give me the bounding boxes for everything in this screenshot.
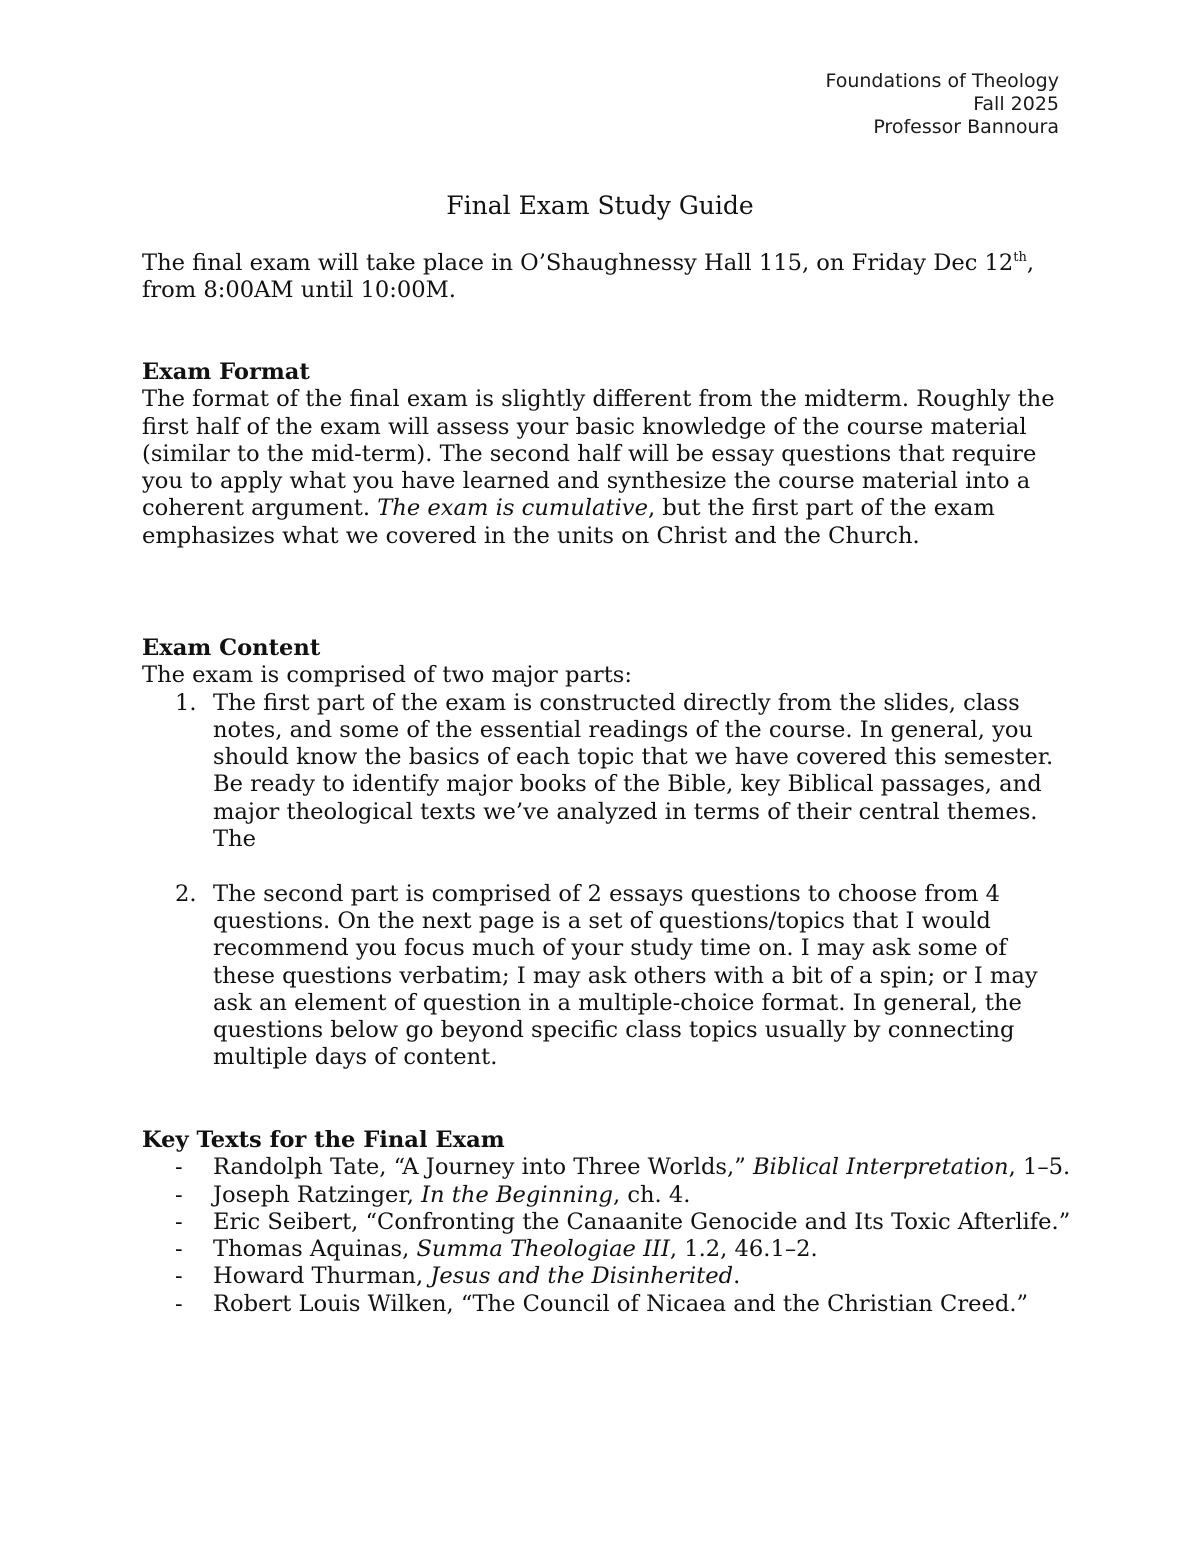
intro-date-suffix: th: [1013, 250, 1027, 265]
course-name: Foundations of Theology: [825, 70, 1059, 92]
list-item: [142, 1209, 1072, 1236]
list-item: [142, 1236, 1072, 1263]
citation-author-title: Howard Thurman,: [213, 1263, 431, 1290]
dash-bullet: -: [175, 1208, 183, 1235]
list-item: [142, 1291, 1072, 1318]
dash-bullet: -: [175, 1236, 183, 1263]
key-texts-heading: Key Texts for the Final Exam: [142, 1127, 505, 1153]
list-item: [142, 1154, 1072, 1181]
list-number: 1.: [175, 689, 197, 716]
exam-format-heading: Exam Format: [142, 359, 310, 385]
intro-paragraph: [142, 250, 1072, 305]
course-term: Fall 2025: [973, 93, 1059, 115]
intro-text-2: , from 8:00AM until 10:00M.: [142, 250, 1035, 304]
dash-bullet: -: [175, 1263, 183, 1290]
citation-author-title: Thomas Aquinas,: [213, 1236, 417, 1263]
exam-content-heading: Exam Content: [142, 635, 321, 661]
document-title: Final Exam Study Guide: [446, 191, 754, 220]
key-texts-list: [142, 1154, 1072, 1318]
citation-tail: , 1.2, 46.1–2.: [669, 1236, 818, 1263]
citation-author-title: Joseph Ratzinger,: [213, 1181, 422, 1208]
exam-content-section: [142, 635, 1072, 1072]
exam-format-section: [142, 359, 1072, 550]
exam-format-paragraph: [142, 386, 1072, 550]
citation-tail: .: [733, 1263, 741, 1290]
citation-author-title: Eric Seibert, “Confronting the Canaanite Genocide and Its Toxic Afterlife.”: [213, 1208, 1071, 1235]
key-texts-section: [142, 1127, 1072, 1318]
list-item-text: The second part is comprised of 2 essays questions to choose from 4 questions. On the next page is a set of questions/topics that I would recommend you focus much of your study time on. I may ask some of these questions verbatim; I may ask others with a bit of a spin; or I may ask an element of question in a multiple-choice format. In general, the questions below go beyond specific class topics usually by connecting multiple days of content.: [213, 880, 1038, 1071]
exam-format-emphasis: The exam is cumulative: [377, 495, 648, 522]
exam-format-text-1: The format of the final exam is slightly different from the midterm. Roughly the first half of the exam will assess your basic knowledge of the course material (similar to the mid-term). The second half will be essay questions that require you to apply what you have learned and synthesize the course material into a coherent argument.: [142, 386, 1055, 522]
citation-author-title: Randolph Tate, “A Journey into Three Worlds,”: [213, 1154, 753, 1181]
citation-italic: Biblical Interpretation: [752, 1154, 1009, 1181]
list-item: [142, 1263, 1072, 1290]
list-item: [142, 1182, 1072, 1209]
citation-italic: Summa Theologiae III: [416, 1236, 670, 1263]
exam-content-lead: The exam is comprised of two major parts:: [142, 662, 633, 689]
dash-bullet: -: [175, 1290, 183, 1317]
list-spacer: [142, 853, 1072, 880]
citation-tail: , 1–5.: [1008, 1154, 1071, 1181]
exam-format-text-2: , but the first part of the exam emphasizes what we covered in the units on Christ and the Church.: [142, 495, 995, 549]
list-item: [142, 881, 1072, 1072]
citation-italic: In the Beginning: [421, 1181, 613, 1208]
citation-author-title: Robert Louis Wilken, “The Council of Nicaea and the Christian Creed.”: [213, 1290, 1029, 1317]
citation-tail: , ch. 4.: [612, 1181, 691, 1208]
list-number: 2.: [175, 880, 197, 907]
list-item-text: The first part of the exam is constructed directly from the slides, class notes, and some of the essential readings of the course. In general, you should know the basics of each topic that we have covered this semester. Be ready to identify major books of the Bible, key Biblical passages, and major theological texts we’ve analyzed in terms of their central themes. The: [213, 689, 1054, 853]
dash-bullet: -: [175, 1154, 183, 1181]
intro-text-1: The final exam will take place in O’Shaughnessy Hall 115, on Friday Dec 12: [142, 250, 1014, 276]
course-professor: Professor Bannoura: [873, 116, 1059, 138]
list-item: [142, 690, 1072, 854]
citation-italic: Jesus and the Disinherited: [430, 1263, 734, 1290]
dash-bullet: -: [175, 1181, 183, 1208]
course-header: [825, 70, 1059, 139]
exam-parts-list: [142, 690, 1072, 1072]
